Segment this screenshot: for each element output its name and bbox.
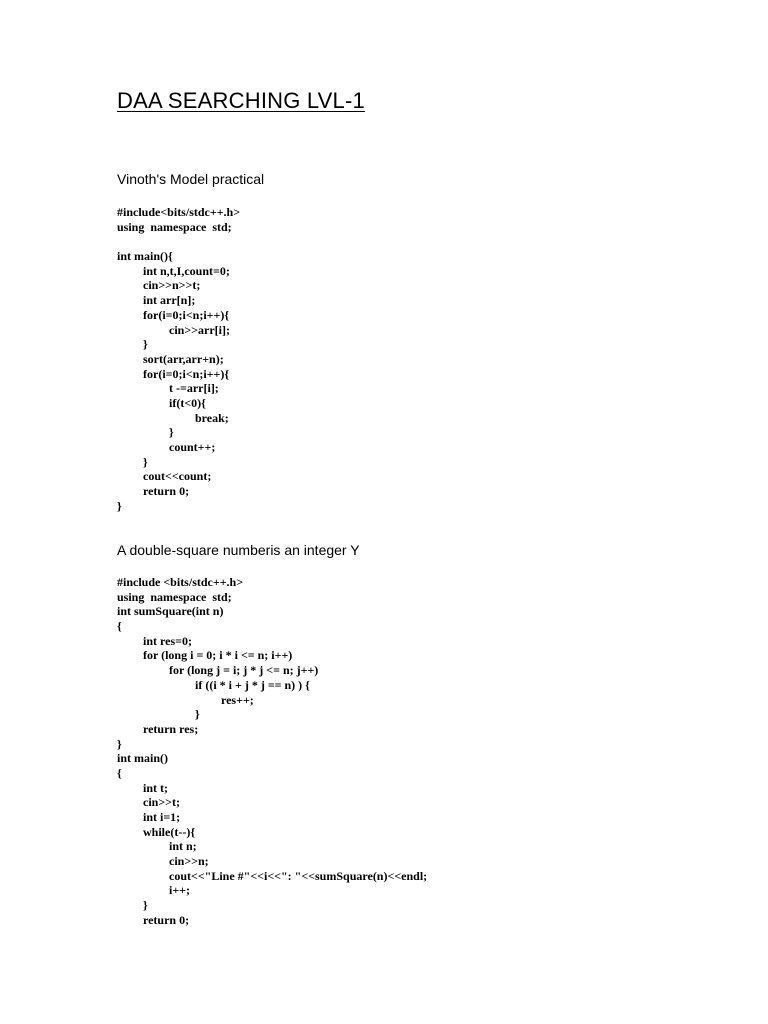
document-title: DAA SEARCHING LVL-1	[117, 88, 365, 113]
code-line: res++;	[221, 692, 254, 707]
code-line: for(i=0;i<n;i++){	[143, 307, 230, 322]
code-line: cin>>n;	[169, 854, 209, 869]
code-line: int main()	[117, 751, 168, 766]
code-line: #include<bits/stdc++.h>	[117, 205, 241, 219]
code-line: cout<<"Line #"<<i<<": "<<sumSquare(n)<<endl;	[169, 868, 428, 883]
code-line: }	[117, 498, 122, 513]
code-line: cin>>arr[i];	[169, 322, 230, 337]
code-line: count++;	[169, 440, 216, 454]
code-line: for (long j = i; j * j <= n; j++)	[169, 663, 319, 678]
code-line: for (long i = 0; i * i <= n; i++)	[143, 648, 293, 663]
section-heading-model-practical: Vinoth's Model practical	[117, 171, 265, 187]
code-block-model-practical	[117, 205, 240, 513]
code-line: #include <bits/stdc++.h>	[117, 575, 244, 589]
code-line: cin>>t;	[143, 795, 181, 810]
code-line: for(i=0;i<n;i++){	[143, 366, 230, 381]
code-line: if(t<0){	[169, 395, 206, 410]
code-line: int main(){	[117, 249, 173, 264]
code-line: cout<<count;	[143, 469, 212, 484]
code-line: }	[143, 337, 148, 352]
code-line: sort(arr,arr+n);	[143, 351, 224, 366]
code-line: using namespace std;	[117, 219, 232, 234]
code-line: while(t--){	[143, 824, 196, 839]
code-line: return 0;	[143, 484, 190, 499]
code-line: i++;	[169, 883, 191, 898]
code-line: int sumSquare(int n)	[117, 604, 224, 619]
code-line: return res;	[143, 721, 199, 736]
code-line: int n,t,I,count=0;	[143, 263, 230, 278]
code-line: t -=arr[i];	[169, 381, 219, 396]
code-line: break;	[195, 410, 229, 425]
section-heading-double-square: A double-square numberis an integer Y	[117, 542, 360, 558]
code-line: }	[143, 454, 148, 469]
code-line: int arr[n];	[143, 293, 196, 308]
code-line: using namespace std;	[117, 589, 232, 604]
code-line: }	[195, 707, 200, 722]
code-line: if ((i * i + j * j == n) ) {	[195, 677, 310, 692]
code-block-double-square	[117, 575, 427, 928]
code-line: }	[143, 898, 148, 913]
code-line: int n;	[169, 839, 197, 854]
code-line: cin>>n>>t;	[143, 278, 201, 293]
code-line: {	[117, 765, 122, 780]
code-line: int i=1;	[143, 810, 181, 824]
code-line: }	[117, 736, 122, 751]
code-line: int res=0;	[143, 633, 192, 648]
code-line: int t;	[143, 780, 168, 795]
code-line: return 0;	[143, 912, 190, 927]
code-line: {	[117, 619, 122, 634]
code-line	[117, 234, 240, 249]
code-line: }	[169, 425, 174, 440]
